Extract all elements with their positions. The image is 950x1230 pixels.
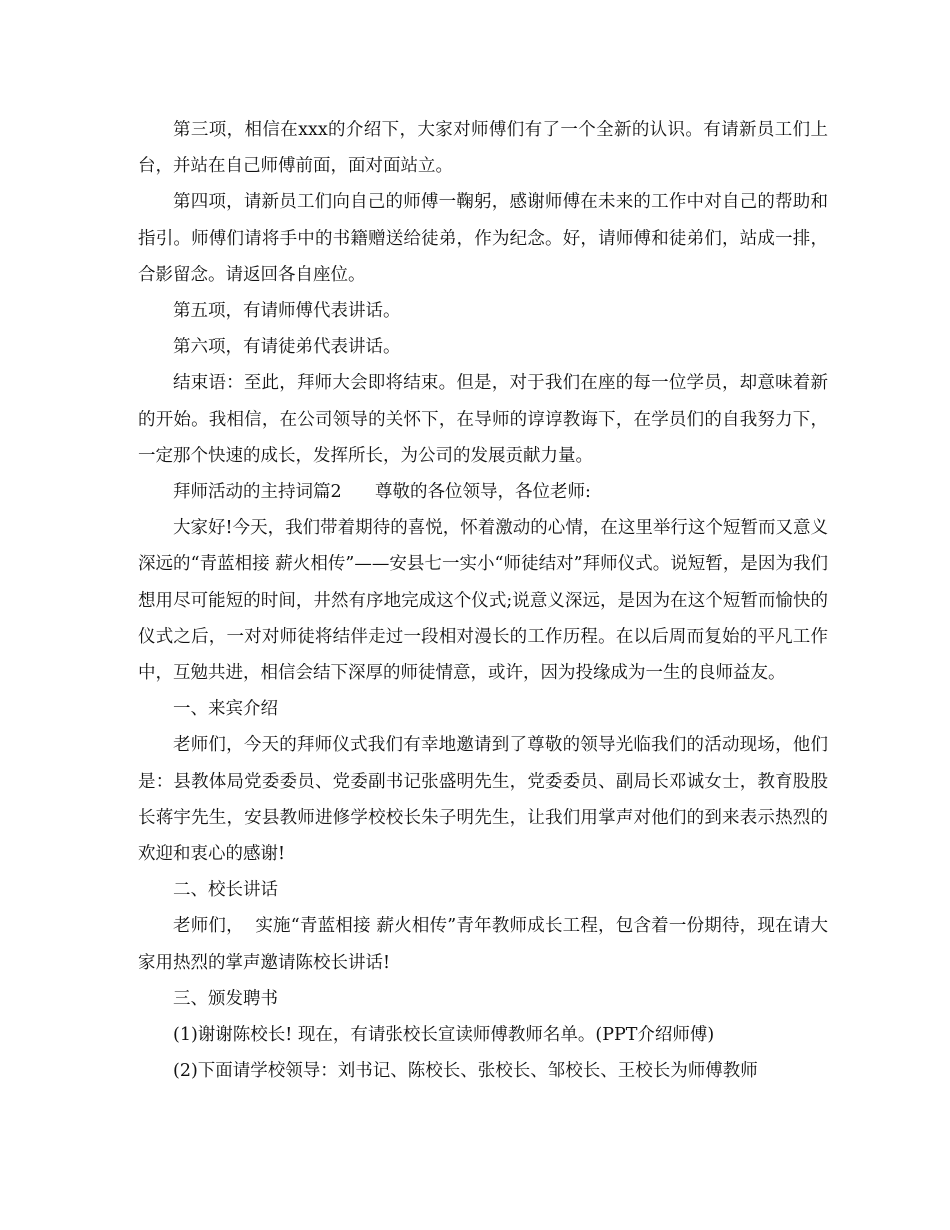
paragraph-item-6: 第六项，有请徒弟代表讲话。 [173, 337, 401, 358]
heading-certificates: 三、颁发聘书 [173, 988, 278, 1009]
paragraph-item-5: 第五项，有请师傅代表讲话。 [173, 301, 401, 322]
certificate-step-2: (2)下面请学校领导：刘书记、陈校长、张校长、邹校长、王校长为师傅教师 [173, 1061, 758, 1082]
guest-intro-text: 老师们，今天的拜师仪式我们有幸地邀请到了尊敬的领导光临我们的活动现场，他们是：县教体局党委委员、党委副书记张盛明先生，党委委员、副局长邓诚女士，教育股股长蒋宇先生，安县教师进修学校校长朱子明先生，让我们用掌声对他们的到来表示热烈的欢迎和衷心的感谢! [138, 735, 828, 865]
paragraph-item-4: 第四项，请新员工们向自己的师傅一鞠躬，感谢师傅在未来的工作中对自己的帮助和指引。师傅们请将手中的书籍赠送给徒弟，作为纪念。好，请师傅和徒弟们，站成一排，合影留念。请返回各自座位。 [138, 192, 828, 285]
opening-greeting: 大家好!今天，我们带着期待的喜悦，怀着激动的心情，在这里举行这个短暂而又意义深远的“青蓝相接 薪火相传”——安县七一实小“师徒结对”拜师仪式。说短暂，是因为我们想用尽可能短的时间，井然有序地完成这个仪式;说意义深远，是因为在这个短暂而愉快的仪式之后，一对对师徒将结伴走过一段相对漫长的工作历程。在以后周而复始的平凡工作中，互勉共进，相信会结下深厚的师徒情意，或许，因为投缘成为一生的良师益友。 [138, 518, 828, 684]
principal-speech-text: 老师们， 实施“青蓝相接 薪火相传”青年教师成长工程，包含着一份期待，现在请大家用热烈的掌声邀请陈校长讲话! [138, 916, 828, 973]
heading-guest-intro: 一、来宾介绍 [173, 699, 278, 720]
document-body [138, 112, 828, 1089]
heading-principal-speech: 二、校长讲话 [173, 880, 278, 901]
certificate-step-1: (1)谢谢陈校长! 现在，有请张校长宣读师傅教师名单。(PPT介绍师傅) [173, 1025, 715, 1046]
paragraph-item-3: 第三项，相信在xxx的介绍下，大家对师傅们有了一个全新的认识。有请新员工们上台，并站在自己师傅前面，面对面站立。 [138, 120, 828, 177]
section-heading-part-2: 拜师活动的主持词篇2 尊敬的各位领导，各位老师: [173, 482, 591, 503]
closing-remarks: 结束语：至此，拜师大会即将结束。但是，对于我们在座的每一位学员，却意味着新的开始。我相信，在公司领导的关怀下，在导师的谆谆教诲下，在学员们的自我努力下，一定那个快速的成长，发挥所长，为公司的发展贡献力量。 [138, 373, 828, 466]
